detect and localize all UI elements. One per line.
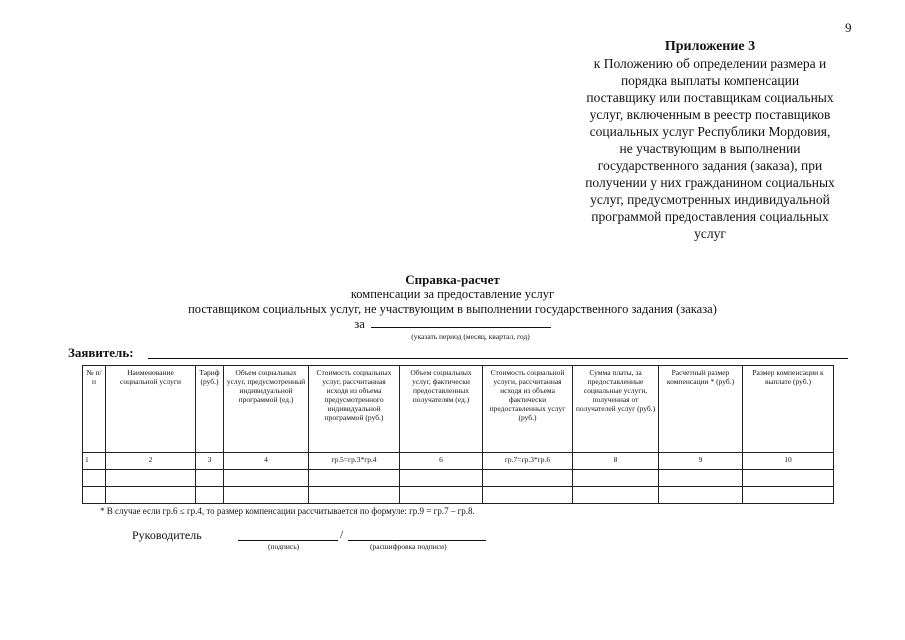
table-cell[interactable] — [106, 487, 196, 504]
signature-field[interactable] — [238, 540, 338, 541]
appendix-title: Приложение 3 — [664, 39, 756, 54]
applicant-field[interactable] — [148, 358, 848, 359]
column-number: 9 — [659, 453, 743, 470]
table-cell[interactable] — [400, 470, 483, 487]
column-number: 4 — [224, 453, 309, 470]
footnote: * В случае если гр.6 ≤ гр.4, то размер компенсации рассчитывается по формуле: гр.9 = гр.7 – гр.8. — [100, 506, 475, 516]
header-cell: Объем социальных услуг, фактически предоставленных получателям (ед.) — [400, 366, 483, 453]
table-cell[interactable] — [224, 470, 309, 487]
header-cell: Размер компенсации к выплате (руб.) — [743, 366, 834, 453]
appendix-line: услуг, предусмотренных индивидуальной — [590, 192, 830, 207]
table-cell[interactable] — [659, 470, 743, 487]
column-number: 1 — [83, 453, 106, 470]
column-number: гр.5=гр.3*гр.4 — [309, 453, 400, 470]
column-number: 10 — [743, 453, 834, 470]
period-hint-row — [0, 332, 905, 341]
appendix-line: получении у них гражданином социальных — [585, 175, 835, 190]
header-cell: Стоимость социальной услуги, рассчитанная исходя из объема фактически предоставленных услуг (руб.) — [483, 366, 573, 453]
header-cell: Объем социальных услуг, предусмотренный индивидуальной программой (ед.) — [224, 366, 309, 453]
table-cell[interactable] — [483, 487, 573, 504]
column-number: 8 — [573, 453, 659, 470]
appendix-line: услуг, включенным в реестр поставщиков — [589, 107, 831, 122]
header-row — [83, 366, 834, 453]
page-number: 9 — [845, 20, 852, 35]
calculation-table — [82, 365, 834, 504]
table-cell[interactable] — [573, 487, 659, 504]
table-row — [83, 487, 834, 504]
appendix-line: услуг — [694, 226, 726, 241]
column-number: гр.7=гр.3*гр.6 — [483, 453, 573, 470]
header-cell: Сумма платы, за предоставленные социальные услуги, полученная от получателей услуг (руб.) — [573, 366, 659, 453]
table-cell[interactable] — [483, 470, 573, 487]
appendix-line: поставщику или поставщикам социальных — [586, 90, 834, 105]
table-cell[interactable] — [573, 470, 659, 487]
period-label: за — [354, 317, 365, 331]
header-cell: Стоимость социальных услуг, рассчитанная исходя из объема предусмотренного индивидуальной программой (руб.) — [309, 366, 400, 453]
appendix-line: социальных услуг Республики Мордовия, — [589, 124, 831, 139]
column-number-row — [83, 453, 834, 470]
table-cell[interactable] — [196, 487, 224, 504]
form-subtitle-1: компенсации за предоставление услуг — [350, 287, 555, 301]
period-row — [0, 317, 905, 332]
column-number: 3 — [196, 453, 224, 470]
period-hint: (указать период (месяц, квартал, год) — [411, 332, 530, 341]
table-cell[interactable] — [400, 487, 483, 504]
header-cell: Наименование социальной услуги — [106, 366, 196, 453]
form-header — [0, 272, 905, 332]
applicant-label: Заявитель: — [68, 345, 134, 360]
table-cell[interactable] — [83, 487, 106, 504]
appendix-line: программой предоставления социальных — [591, 209, 829, 224]
table-cell[interactable] — [83, 470, 106, 487]
table-cell[interactable] — [659, 487, 743, 504]
appendix-line: порядка выплаты компенсации — [620, 73, 800, 88]
table-cell[interactable] — [309, 487, 400, 504]
header-cell: Тариф (руб.) — [196, 366, 224, 453]
form-title: Справка-расчет — [405, 272, 500, 287]
period-field[interactable] — [371, 317, 551, 328]
signature-label: Руководитель — [132, 528, 202, 542]
appendix-line: не участвующим в выполнении — [619, 141, 801, 156]
header-cell: Расчетный размер компенсации * (руб.) — [659, 366, 743, 453]
signature-decode-field[interactable] — [348, 540, 486, 541]
appendix-line: государственного задания (заказа), при — [597, 158, 823, 173]
column-number: 2 — [106, 453, 196, 470]
table-cell[interactable] — [743, 470, 834, 487]
appendix-block — [560, 38, 860, 242]
table-cell[interactable] — [224, 487, 309, 504]
table-row — [83, 470, 834, 487]
table-cell[interactable] — [196, 470, 224, 487]
header-cell: № п/п — [83, 366, 106, 453]
column-number: 6 — [400, 453, 483, 470]
table-cell[interactable] — [309, 470, 400, 487]
signature-slash: / — [340, 527, 344, 541]
form-subtitle-2: поставщиком социальных услуг, не участвующим в выполнении государственного задания (заказа) — [188, 302, 717, 316]
signature-hint: (подпись) — [268, 542, 300, 551]
table-cell[interactable] — [106, 470, 196, 487]
table-cell[interactable] — [743, 487, 834, 504]
appendix-line: к Положению об определении размера и — [593, 56, 827, 71]
signature-decode-hint: (расшифровка подписи) — [370, 542, 447, 551]
